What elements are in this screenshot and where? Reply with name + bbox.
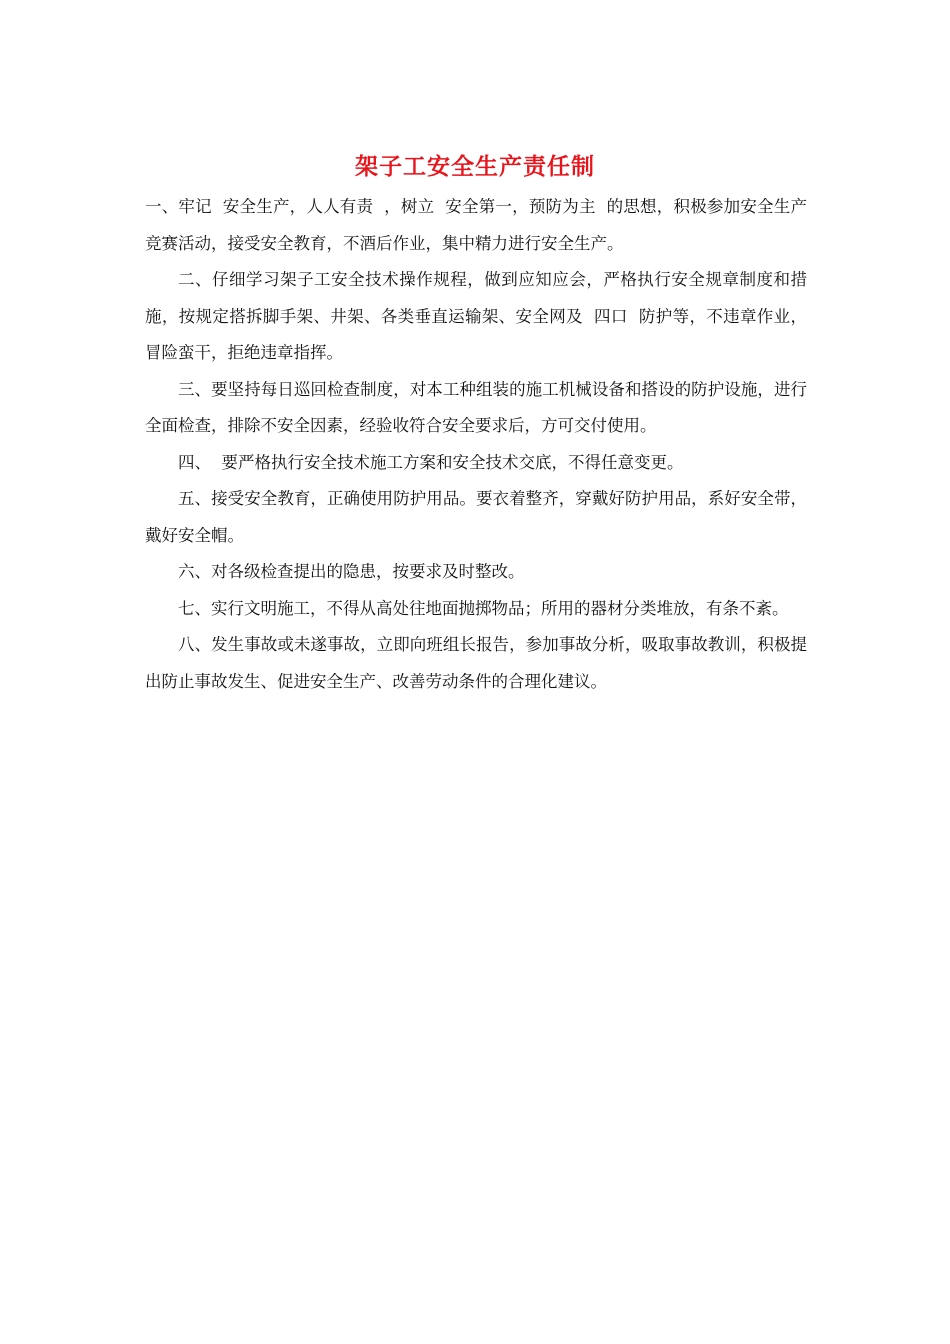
paragraph-4: 四、 要严格执行安全技术施工方案和安全技术交底，不得任意变更。 — [178, 452, 684, 472]
paragraph-6: 六、对各级检查提出的隐患，按要求及时整改。 — [178, 562, 525, 581]
paragraph-1: 一、牢记 安全生产，人人有责 ，树立 安全第一，预防为主 的思想，积极参加安全生产竞赛活动，接受安全教育，不酒后作业，集中精力进行安全生产。 — [145, 197, 807, 253]
document-title: 架子工安全生产责任制 — [355, 153, 595, 180]
paragraph-2: 二、仔细学习架子工安全技术操作规程，做到应知应会，严格执行安全规章制度和措施，按规定搭拆脚手架、井架、各类垂直运输架、安全网及 四口 防护等，不违章作业，冒险蛮干，拒绝违章指挥。 — [145, 270, 807, 362]
paragraph-3: 三、要坚持每日巡回检查制度，对本工种组装的施工机械设备和搭设的防护设施，进行全面检查，排除不安全因素，经验收符合安全要求后，方可交付使用。 — [145, 379, 807, 435]
paragraph-7: 七、实行文明施工，不得从高处往地面抛掷物品；所用的器材分类堆放，有条不紊。 — [178, 598, 789, 618]
paragraph-8: 八、发生事故或未遂事故，立即向班组长报告，参加事故分析，吸取事故教训，积极提出防止事故发生、促进安全生产、改善劳动条件的合理化建议。 — [145, 635, 807, 691]
document-body — [145, 189, 807, 700]
paragraph-5: 五、接受安全教育，正确使用防护用品。要衣着整齐，穿戴好防护用品，系好安全带，戴好安全帽。 — [145, 489, 807, 545]
